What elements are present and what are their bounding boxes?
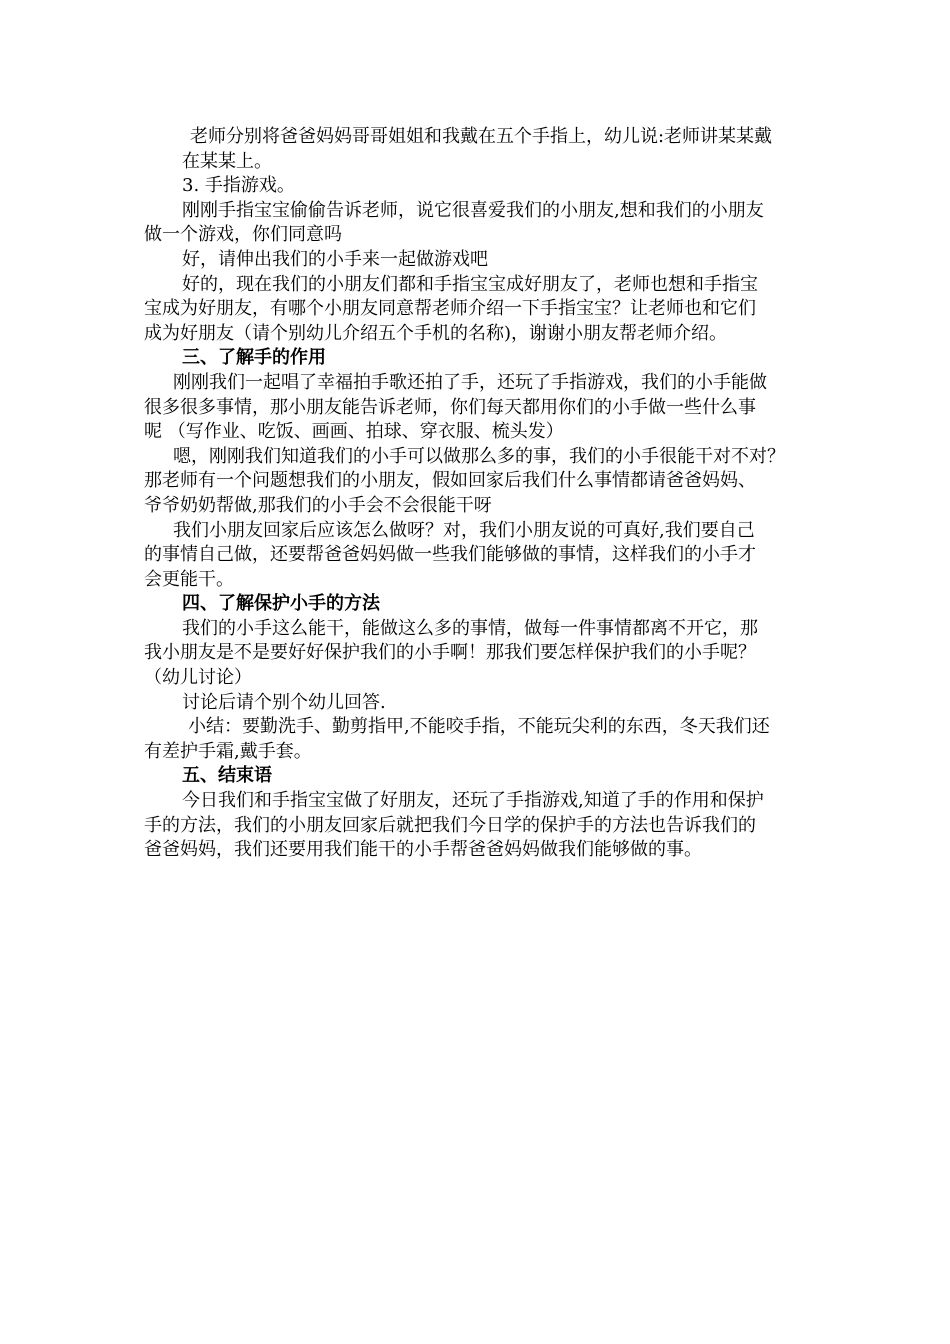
text-line: 做一个游戏，你们同意吗 [144,224,342,246]
text-line: 呢 （写作业、吃饭、画画、拍球、穿衣服、梳头发） [144,421,564,443]
text-line: 讨论后请个别个幼儿回答. [182,691,386,713]
text-line: 有差护手霜,戴手套。 [144,740,312,762]
paragraph [144,691,810,716]
heading-text: 四、了解保护小手的方法 [182,593,380,615]
text-line: （幼儿讨论） [144,667,252,689]
paragraph [144,617,810,691]
text-line: 刚刚手指宝宝偷偷告诉老师，说它很喜爱我们的小朋友,想和我们的小朋友 [182,199,764,221]
paragraph [144,715,810,764]
text-line: 刚刚我们一起唱了幸福拍手歌还拍了手，还玩了手指游戏，我们的小手能做 [173,371,767,393]
paragraph [144,174,810,199]
paragraph [144,199,810,248]
heading-text: 三、了解手的作用 [182,347,326,369]
text-line: 那老师有一个问题想我们的小朋友，假如回家后我们什么事情都请爸爸妈妈、 [144,470,756,492]
text-line: 我小朋友是不是要好好保护我们的小手啊！那我们要怎样保护我们的小手呢？ [144,642,756,664]
paragraph [144,273,810,347]
paragraph [144,125,810,174]
document-page [144,125,810,863]
section-heading [144,592,810,617]
text-line: 好，请伸出我们的小手来一起做游戏吧 [182,248,488,270]
text-line: 手的方法，我们的小朋友回家后就把我们今日学的保护手的方法也告诉我们的 [144,814,756,836]
text-line: 今日我们和手指宝宝做了好朋友，还玩了手指游戏,知道了手的作用和保护 [182,790,764,812]
text-line: 在某某上。 [182,150,272,172]
text-line: 好的，现在我们的小朋友们都和手指宝宝成好朋友了，老师也想和手指宝 [182,273,758,295]
text-line: 爷爷奶奶帮做,那我们的小手会不会很能干呀 [144,494,492,516]
paragraph [144,789,810,863]
section-heading [144,346,810,371]
text-line: 我们的小手这么能干，能做这么多的事情，做每一件事情都离不开它，那 [182,617,758,639]
text-line: 3. 手指游戏。 [182,175,295,197]
paragraph [144,371,810,445]
paragraph [144,445,810,519]
text-line: 老师分别将爸爸妈妈哥哥姐姐和我戴在五个手指上，幼儿说:老师讲某某戴 [190,126,773,147]
section-heading [144,764,810,789]
text-line: 宝成为好朋友，有哪个小朋友同意帮老师介绍一下手指宝宝？让老师也和它们 [144,298,756,320]
heading-text: 五、结束语 [182,765,272,787]
text-line: 的事情自己做，还要帮爸爸妈妈做一些我们能够做的事情，这样我们的小手才 [144,544,756,566]
text-line: 会更能干。 [144,568,234,590]
text-line: 爸爸妈妈，我们还要用我们能干的小手帮爸爸妈妈做我们能够做的事。 [144,839,702,861]
text-line: 很多很多事情，那小朋友能告诉老师，你们每天都用你们的小手做一些什么事 [144,396,756,418]
text-line: 我们小朋友回家后应该怎么做呀？对，我们小朋友说的可真好,我们要自己 [173,519,755,541]
paragraph [144,519,810,593]
text-line: 小结：要勤洗手、勤剪指甲,不能咬手指，不能玩尖利的东西，冬天我们还 [188,716,770,738]
paragraph [144,248,810,273]
text-line: 成为好朋友（请个别幼儿介绍五个手机的名称)，谢谢小朋友帮老师介绍。 [144,322,728,344]
text-line: 嗯，刚刚我们知道我们的小手可以做那么多的事，我们的小手很能干对不对？ [173,445,785,467]
